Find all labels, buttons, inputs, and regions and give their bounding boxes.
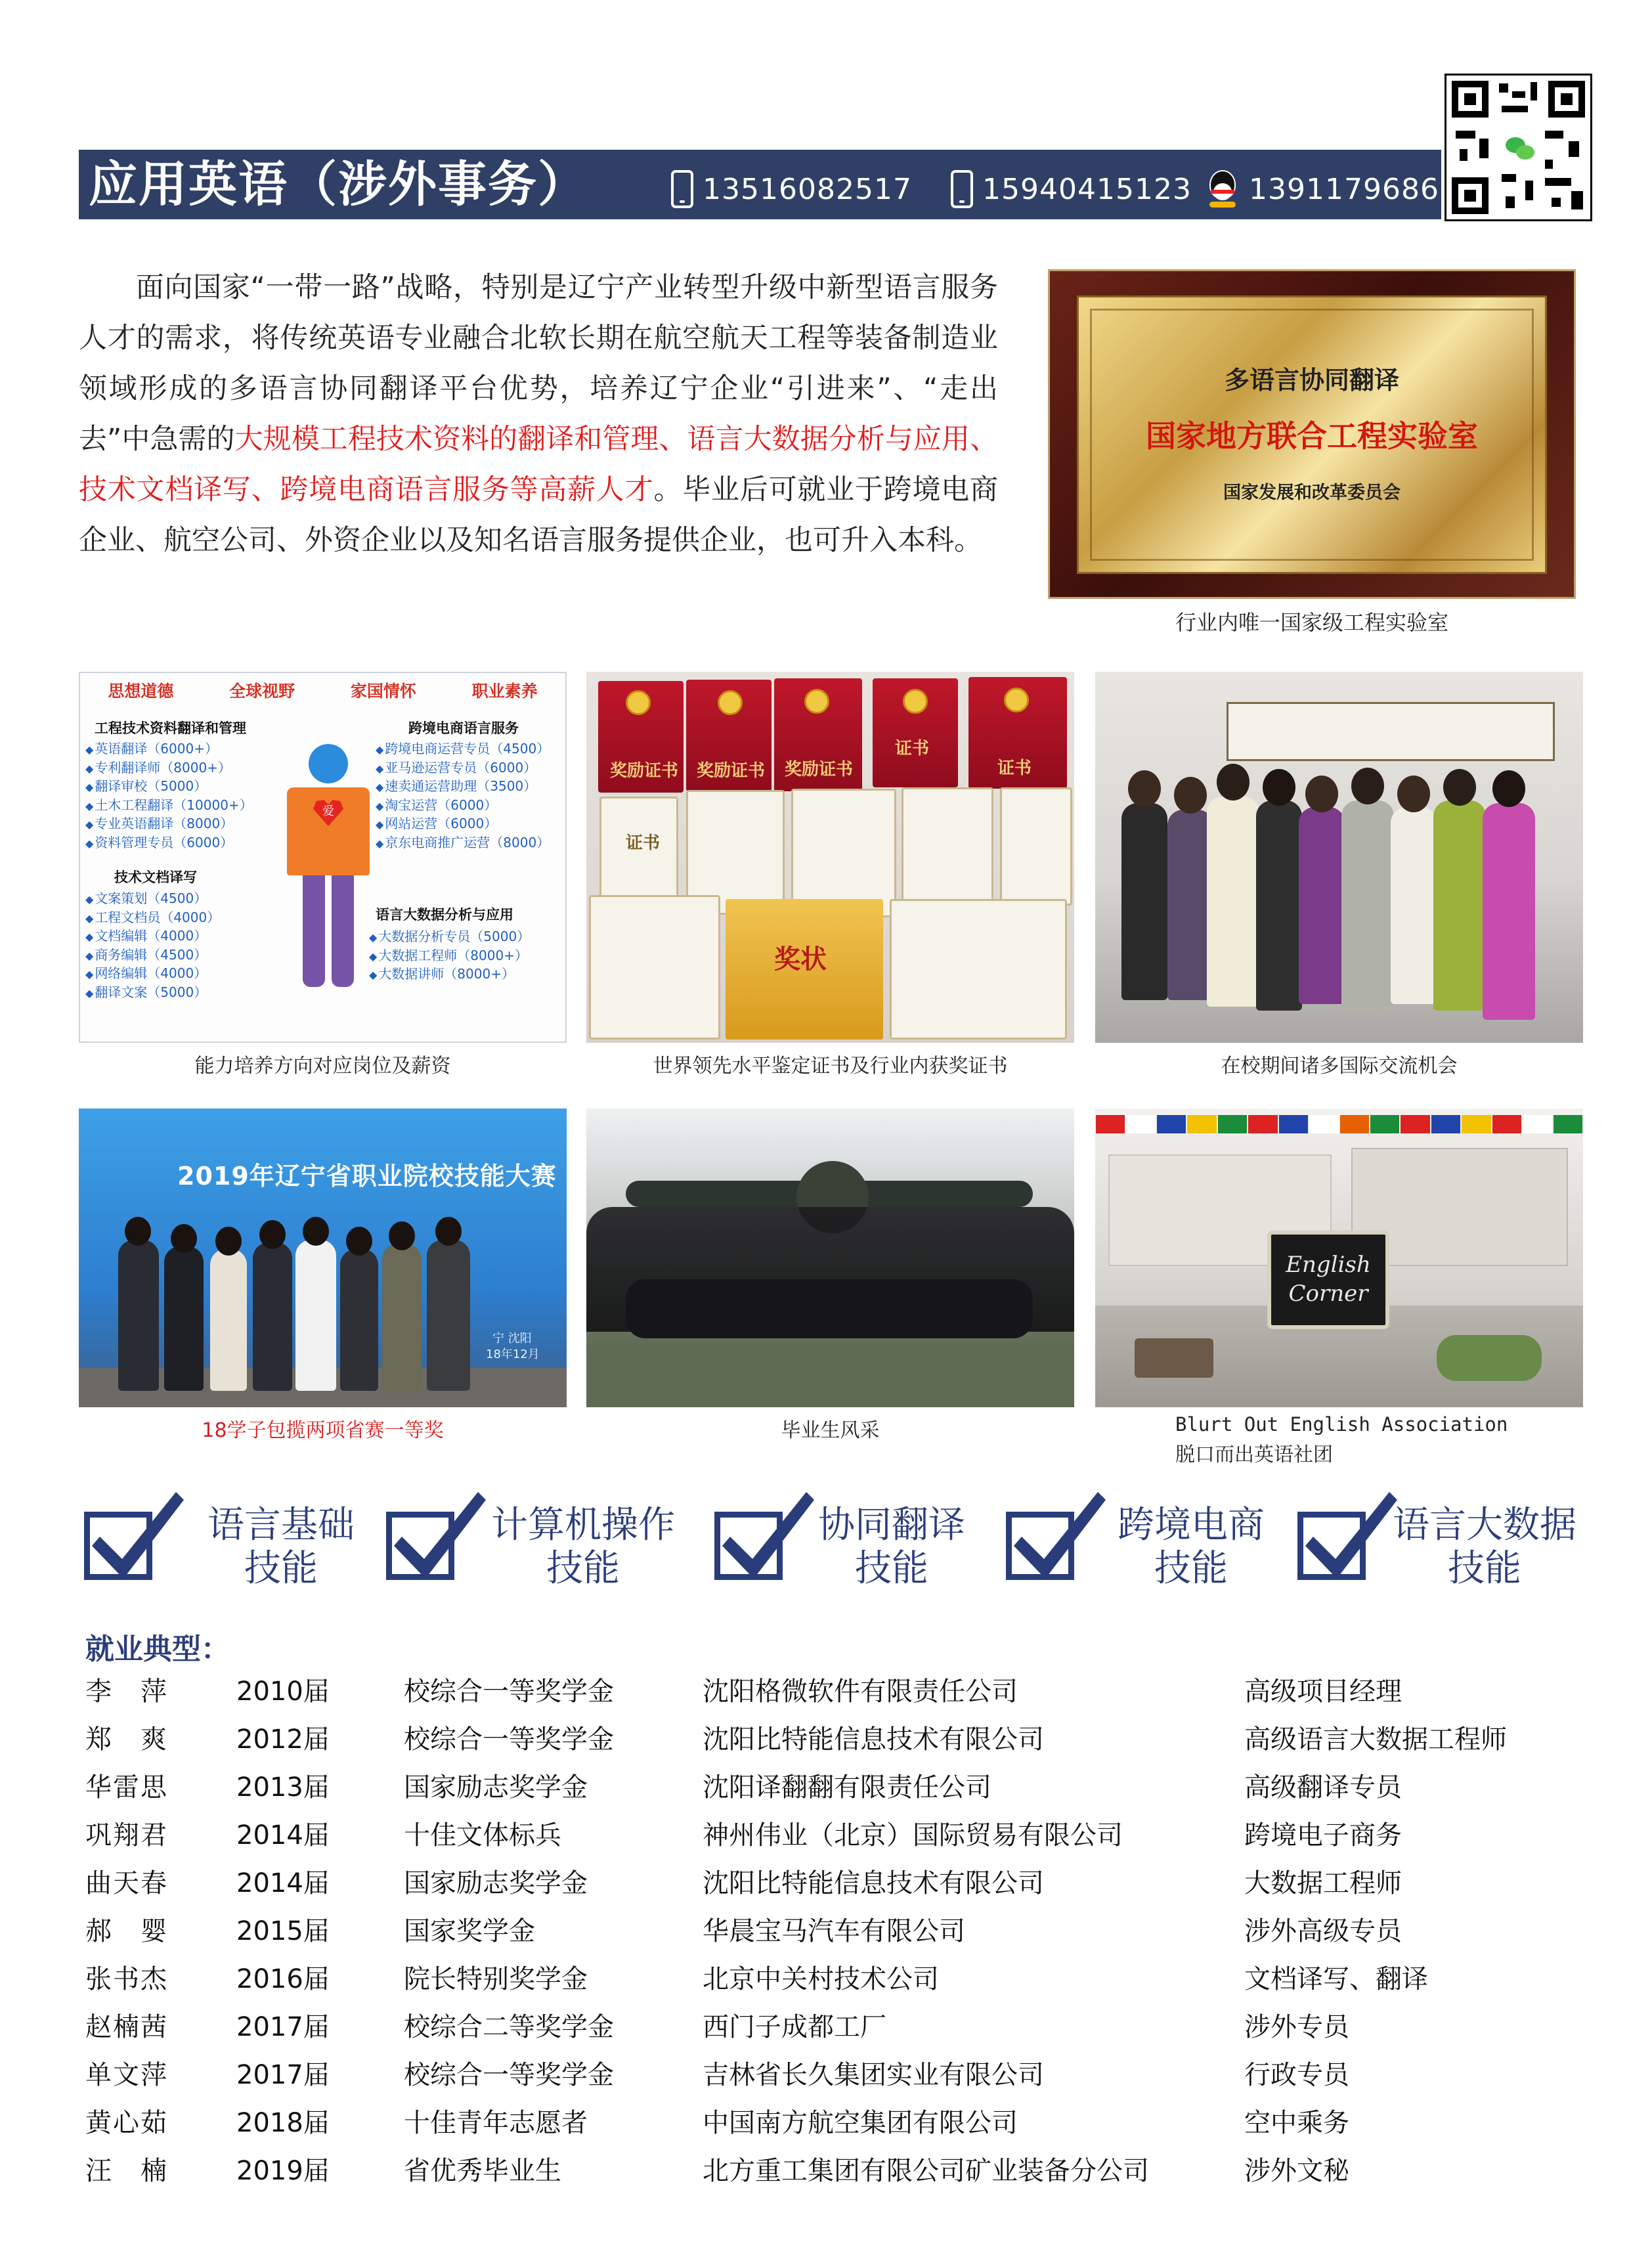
table-row [0, 2147, 1652, 2195]
graduate-company: 中国南方航空集团有限公司 [703, 2108, 1018, 2138]
graduate-year: 2010届 [236, 1676, 330, 1707]
graduate-award: 校综合二等奖学金 [404, 2012, 614, 2042]
graduate-company: 神州伟业（北京）国际贸易有限公司 [703, 1820, 1123, 1851]
list-item: ◆ 亚马逊运营专员（6000） [376, 759, 550, 778]
table-row [0, 1764, 1652, 1812]
international-exchange-photo [1095, 672, 1583, 1043]
graduate-award: 省优秀毕业生 [404, 2156, 561, 2186]
plaque-line-1: 多语言协同翻译 [1224, 366, 1399, 395]
list-item: ◆ 大数据讲师（8000+） [369, 965, 530, 984]
list-item: ◆ 大数据分析专员（5000） [369, 928, 530, 947]
graduate-year: 2017届 [236, 2012, 330, 2042]
table-row [0, 1956, 1652, 2004]
diagram-header: 家国情怀 [350, 682, 416, 701]
graduate-name: 汪 楠 [85, 2156, 168, 2186]
graduate-name: 张书杰 [85, 1964, 168, 1994]
graduate-award: 十佳文体标兵 [404, 1820, 561, 1851]
graduate-year: 2014届 [236, 1868, 330, 1898]
graduate-year: 2017届 [236, 2060, 330, 2090]
board-line-1: English [1286, 1252, 1371, 1278]
english-corner-board [1267, 1231, 1389, 1329]
graduate-position: 跨境电子商务 [1244, 1820, 1402, 1851]
contest-banner: 2019年辽宁省职业院校技能大赛 [177, 1162, 557, 1191]
graduate-year: 2015届 [236, 1916, 330, 1946]
diagram-header: 全球视野 [229, 682, 295, 701]
graduate-company: 北京中关村技术公司 [703, 1964, 939, 1994]
cert-label: 证书 [626, 833, 661, 853]
graduate-position: 高级语言大数据工程师 [1244, 1724, 1507, 1755]
list-item: ◆ 翻译审校（5000） [85, 778, 253, 797]
skill-language-basics [84, 1489, 373, 1588]
graduate-position: 涉外文秘 [1244, 2156, 1349, 2186]
contest-banner-sub: 宁 沈阳 [492, 1332, 532, 1346]
graduate-name: 曲天春 [85, 1868, 168, 1898]
graduate-company: 吉林省长久集团实业有限公司 [703, 2060, 1044, 2090]
qq-number: 1391179686 [1249, 172, 1439, 206]
checkmark-icon [718, 1485, 817, 1584]
table-row [0, 1860, 1652, 1908]
qq-penguin-icon [1206, 170, 1240, 208]
list-item: ◆ 商务编辑（4500） [85, 946, 220, 965]
mobile-phone-icon [671, 170, 693, 208]
graduate-company: 西门子成都工厂 [703, 2012, 886, 2042]
skill-big-data [1297, 1489, 1586, 1588]
graduate-award: 校综合一等奖学金 [404, 2060, 614, 2090]
graduate-position: 文档译写、翻译 [1244, 1964, 1428, 1994]
career-diagram [79, 672, 567, 1043]
list-item: ◆ 资料管理专员（6000） [85, 834, 253, 853]
wechat-icon [1503, 133, 1537, 165]
list-item: ◆ 网站运营（6000） [376, 815, 550, 834]
graduate-award: 国家励志奖学金 [404, 1772, 588, 1803]
graduate-year: 2014届 [236, 1820, 330, 1851]
skill-translation [714, 1489, 990, 1588]
list-item: ◆ 速卖通运营助理（3500） [376, 778, 550, 797]
graduate-year: 2016届 [236, 1964, 330, 1994]
intro-text: 面向国家“一带一路”战略，特别是辽宁产业转型升级中新型语言服务人才的需求，将传统英语专业融合北软长期在航空航天工程等装备制造业领域形成的多语言协同翻译平台优势，培养辽宁企业“引进来”、“走出去”中急需的 [79, 271, 998, 456]
list-item: ◆ 文案策划（4500） [85, 890, 220, 909]
english-corner-photo [1095, 1108, 1583, 1407]
list-item: ◆ 英语翻译（6000+） [85, 740, 253, 759]
graduate-company: 沈阳译翻翻有限责任公司 [703, 1772, 991, 1803]
section-title: 语言大数据分析与应用 [376, 907, 513, 923]
skills-contest-photo [79, 1108, 567, 1407]
list-item: ◆ 大数据工程师（8000+） [369, 947, 530, 966]
graduate-award: 校综合一等奖学金 [404, 1676, 614, 1707]
plaque-line-3: 国家发展和改革委员会 [1223, 483, 1401, 503]
caption-group: 在校期间诸多国际交流机会 [1221, 1055, 1458, 1078]
caption-contest: 18学子包揽两项省赛一等奖 [202, 1419, 444, 1442]
section-list [376, 740, 550, 852]
list-item: ◆ 跨境电商运营专员（4500） [376, 740, 550, 759]
caption-certs: 世界领先水平鉴定证书及行业内获奖证书 [653, 1055, 1008, 1078]
section-title: 跨境电商语言服务 [408, 720, 519, 736]
graduate-year: 2013届 [236, 1772, 330, 1803]
table-row [0, 1908, 1652, 1956]
section-title: 技术文档译写 [114, 869, 197, 885]
mobile-phone-icon [951, 170, 973, 208]
table-row [0, 1668, 1652, 1716]
diagram-header: 思想道德 [108, 682, 174, 701]
graduate-year: 2019届 [236, 2156, 330, 2186]
list-item: ◆ 专利翻译师（8000+） [85, 759, 253, 778]
phone-contact-2[interactable] [951, 169, 1192, 209]
table-row [0, 2099, 1652, 2147]
contest-banner-sub: 18年12月 [486, 1348, 540, 1361]
graduate-award: 十佳青年志愿者 [404, 2108, 588, 2138]
graduate-year: 2018届 [236, 2108, 330, 2138]
graduate-position: 行政专员 [1244, 2060, 1349, 2090]
plaque-line-2: 国家地方联合工程实验室 [1146, 418, 1478, 454]
list-item: ◆ 翻译文案（5000） [85, 984, 220, 1003]
graduate-award: 国家励志奖学金 [404, 1868, 588, 1898]
graduate-position: 高级项目经理 [1244, 1676, 1402, 1707]
person-figure-icon [279, 744, 378, 987]
award-title: 奖状 [774, 944, 827, 975]
table-row [0, 1716, 1652, 1764]
skill-label: 语言大数据 技能 [1393, 1504, 1576, 1590]
caption-club-en: Blurt Out English Association [1175, 1413, 1508, 1435]
graduate-name: 郑 爽 [85, 1724, 168, 1755]
diagram-header: 职业素养 [471, 682, 538, 701]
flag-bunting [1095, 1115, 1583, 1133]
graduate-name: 巩翔君 [85, 1820, 168, 1851]
graduate-award: 校综合一等奖学金 [404, 1724, 614, 1755]
graduate-name: 赵楠茜 [85, 2012, 168, 2042]
certificates-photo [586, 672, 1074, 1043]
plaque-caption: 行业内唯一国家级工程实验室 [1175, 610, 1448, 635]
checkmark-icon [1010, 1485, 1108, 1584]
graduate-name: 郝 婴 [85, 1916, 168, 1946]
table-row [0, 2051, 1652, 2099]
cert-label: 奖励证书 [697, 761, 766, 781]
graduate-name: 华雷思 [85, 1772, 168, 1803]
checkmark-icon [390, 1485, 489, 1584]
graduate-position: 涉外专员 [1244, 2012, 1349, 2042]
graduate-position: 涉外高级专员 [1244, 1916, 1402, 1946]
section-list [369, 928, 530, 984]
intro-paragraph [79, 263, 998, 566]
skill-computer [386, 1489, 695, 1588]
cert-label: 奖励证书 [610, 761, 679, 781]
diagram-headers [80, 678, 565, 702]
graduate-award: 国家奖学金 [404, 1916, 535, 1946]
checkmark-icon [88, 1485, 186, 1584]
heart-label: 爱 [322, 804, 334, 818]
skill-label: 协同翻译 技能 [818, 1504, 965, 1590]
cert-label: 奖励证书 [785, 760, 854, 779]
skill-label: 语言基础 技能 [207, 1504, 355, 1590]
list-item: ◆ 土木工程翻译（10000+） [85, 797, 253, 816]
qq-contact[interactable] [1206, 169, 1439, 209]
employment-title: 就业典型： [85, 1632, 230, 1666]
cert-label: 证书 [997, 758, 1032, 778]
list-item: ◆ 专业英语翻译（8000） [85, 815, 253, 834]
list-item: ◆ 京东电商推广运营（8000） [376, 834, 550, 853]
board-line-2: Corner [1288, 1281, 1368, 1307]
graduate-company: 华晨宝马汽车有限公司 [703, 1916, 965, 1946]
caption-club-cn: 脱口而出英语社团 [1175, 1443, 1333, 1466]
graduate-company: 北方重工集团有限公司矿业装备分公司 [703, 2156, 1149, 2186]
graduate-name: 单文萍 [85, 2060, 168, 2090]
caption-diagram: 能力培养方向对应岗位及薪资 [194, 1055, 451, 1078]
list-item: ◆ 淘宝运营（6000） [376, 797, 550, 816]
skill-label: 计算机操作 技能 [491, 1504, 675, 1590]
page-title: 应用英语（涉外事务） [89, 156, 588, 213]
skill-label: 跨境电商 技能 [1118, 1504, 1265, 1590]
wechat-qr-code[interactable] [1445, 74, 1592, 221]
section-title: 工程技术资料翻译和管理 [95, 720, 246, 736]
graduate-name: 李 萍 [85, 1676, 168, 1707]
graduate-position: 大数据工程师 [1244, 1868, 1402, 1898]
phone-number: 15940415123 [982, 172, 1192, 206]
graduate-position: 高级翻译专员 [1244, 1772, 1402, 1803]
section-list [85, 740, 253, 852]
cert-label: 证书 [895, 739, 930, 758]
skill-ecommerce [1006, 1489, 1295, 1588]
phone-number: 13516082517 [703, 172, 912, 206]
graduate-name: 黄心茹 [85, 2108, 168, 2138]
graduate-company: 沈阳格微软件有限责任公司 [703, 1676, 1018, 1707]
graduate-company: 沈阳比特能信息技术有限公司 [703, 1724, 1044, 1755]
section-list [85, 890, 220, 1002]
intro-highlight: 大规模工程技术资料的翻译和管理、语言大数据分析与应用、技术文档译写、跨境电商语言服务等高薪人才 [79, 423, 999, 506]
list-item: ◆ 网络编辑（4000） [85, 965, 220, 984]
graduates-photo [586, 1108, 1074, 1407]
list-item: ◆ 文档编辑（4000） [85, 927, 220, 946]
list-item: ◆ 工程文档员（4000） [85, 909, 220, 928]
graduate-position: 空中乘务 [1244, 2108, 1349, 2138]
graduate-year: 2012届 [236, 1724, 330, 1755]
table-row [0, 2004, 1652, 2051]
intro-text-end: 。毕业后可就业于跨境电商企业、航空公司、外资企业以及知名语言服务提供企业，也可升入本科。 [79, 473, 999, 557]
caption-grad: 毕业生风采 [781, 1419, 880, 1442]
graduate-company: 沈阳比特能信息技术有限公司 [703, 1868, 1044, 1898]
phone-contact-1[interactable] [671, 169, 912, 209]
graduate-award: 院长特别奖学金 [404, 1964, 588, 1994]
table-row [0, 1812, 1652, 1860]
